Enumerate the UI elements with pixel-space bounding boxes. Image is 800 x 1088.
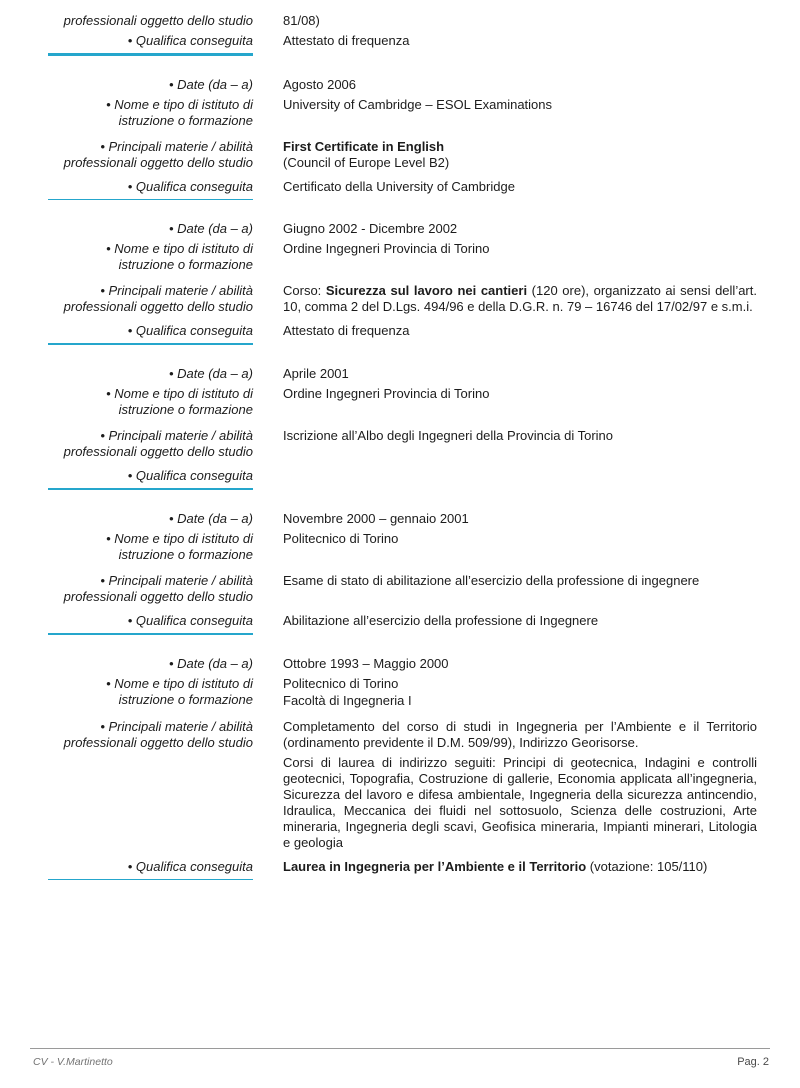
value-principali (283, 719, 757, 851)
label-nome-istituto: • Nome e tipo di istituto di istruzione o formazione (106, 531, 253, 562)
label-date: • Date (da – a) (168, 656, 253, 671)
row-nome-istituto (48, 676, 757, 709)
label-qualifica: • Qualifica conseguita (127, 323, 253, 338)
section-divider (48, 633, 253, 635)
value-qualifica: Certificato della University of Cambridge (283, 179, 515, 194)
value-qualifica: Abilitazione all’esercizio della professione di Ingegnere (283, 613, 599, 628)
value-principali-continuation: 81/08) (283, 13, 320, 28)
row-date (48, 77, 757, 93)
value-nome-istituto: Politecnico di Torino (283, 531, 399, 546)
row-nome-istituto (48, 97, 757, 129)
value-nome-line2: Facoltà di Ingegneria I (283, 693, 412, 708)
label-principali: • Principali materie / abilità professionali oggetto dello studio (63, 573, 253, 604)
row-principali (48, 719, 757, 851)
cv-section-laurea-1993-2000 (48, 656, 757, 880)
value-date: Novembre 2000 – gennaio 2001 (283, 511, 469, 526)
row-nome-istituto (48, 531, 757, 563)
label-principali: • Principali materie / abilità professionali oggetto dello studio (63, 719, 253, 750)
section-divider (48, 199, 253, 200)
row-nome-istituto (48, 241, 757, 273)
section-divider (48, 53, 253, 56)
value-principali: Iscrizione all’Albo degli Ingegneri della Provincia di Torino (283, 428, 614, 443)
section-divider (48, 879, 253, 880)
label-date: • Date (da – a) (168, 366, 253, 381)
value-date: Giugno 2002 - Dicembre 2002 (283, 221, 458, 236)
value-qualifica (283, 859, 757, 875)
value-nome-line1: Politecnico di Torino (283, 676, 399, 691)
row-principali (48, 283, 757, 315)
value-principali-line2: (Council of Europe Level B2) (283, 155, 450, 170)
cv-content (48, 13, 757, 901)
value-qualifica: Attestato di frequenza (283, 33, 410, 48)
value-principali-para1: Completamento del corso di studi in Ingegneria per l’Ambiente e il Territorio (ordinamento previdente il D.M. 509/99), Indirizzo Georisorse. (283, 719, 757, 750)
label-principali-continuation: professionali oggetto dello studio (63, 13, 253, 28)
value-date: Aprile 2001 (283, 366, 349, 381)
label-date: • Date (da – a) (168, 511, 253, 526)
row-date (48, 511, 757, 527)
cv-section-esame-stato-2000 (48, 511, 757, 635)
footer-page-number: Pag. 2 (737, 1056, 769, 1068)
label-qualifica: • Qualifica conseguita (127, 613, 253, 628)
value-nome-istituto: Ordine Ingegneri Provincia di Torino (283, 386, 490, 401)
footer-rule (30, 1048, 770, 1049)
row-qualifica (48, 33, 757, 49)
label-qualifica: • Qualifica conseguita (127, 33, 253, 48)
row-qualifica (48, 323, 757, 339)
row-date (48, 656, 757, 672)
label-qualifica: • Qualifica conseguita (127, 859, 253, 874)
row-nome-istituto (48, 386, 757, 418)
label-nome-istituto: • Nome e tipo di istituto di istruzione o formazione (106, 241, 253, 272)
label-date: • Date (da – a) (168, 221, 253, 236)
value-date: Agosto 2006 (283, 77, 357, 92)
cv-section-previous-course (48, 13, 757, 56)
label-qualifica: • Qualifica conseguita (127, 468, 253, 483)
label-principali: • Principali materie / abilità professionali oggetto dello studio (63, 139, 253, 170)
value-principali-bold: First Certificate in English (283, 139, 445, 154)
row-qualifica (48, 468, 757, 484)
cv-section-cantieri-2002 (48, 221, 757, 345)
cv-section-albo-2001 (48, 366, 757, 490)
label-nome-istituto: • Nome e tipo di istituto di istruzione o formazione (106, 97, 253, 128)
row-date (48, 366, 757, 382)
value-qualifica-rest: (votazione: 105/110) (586, 859, 708, 874)
value-principali-para2: Corsi di laurea di indirizzo seguiti: Principi di geotecnica, Indagini e controlli geotecnici, Topografia, Costruzione di gallerie, Economia applicata all’ingegneria, Sicurezza del lavoro e difesa ambientale, Ingegneria della sicurezza antincendio, Idraulica, Meccanica dei fluidi nel sottosuolo, Scienza delle costruzioni, Arte mineraria, Ingegneria degli scavi, Geofisica mineraria, Impianti minerari, Litologia e geologia (283, 755, 757, 850)
row-qualifica (48, 613, 757, 629)
footer-document-title: CV - V.Martinetto (33, 1056, 113, 1068)
row-principali (48, 139, 757, 171)
value-principali-rest: (120 ore), organizzato ai sensi dell’art. 10, comma 2 del D.Lgs. 494/96 e della D.G.R. n. 79 – 16746 del 17/02/97 e s.m.i. (283, 283, 757, 314)
value-principali-bold: Sicurezza sul lavoro nei cantieri (325, 283, 528, 298)
value-principali (283, 283, 757, 315)
label-nome-istituto: • Nome e tipo di istituto di istruzione o formazione (106, 676, 253, 707)
label-nome-istituto: • Nome e tipo di istituto di istruzione o formazione (106, 386, 253, 417)
cv-section-esol-2006 (48, 77, 757, 200)
label-qualifica: • Qualifica conseguita (127, 179, 253, 194)
value-qualifica-bold: Laurea in Ingegneria per l’Ambiente e il Territorio (283, 859, 587, 874)
value-nome-istituto: University of Cambridge – ESOL Examinations (283, 97, 553, 112)
value-principali (283, 139, 757, 171)
value-principali: Esame di stato di abilitazione all’esercizio della professione di ingegnere (283, 573, 700, 588)
value-principali-prefix: Corso: (283, 283, 326, 298)
row-qualifica (48, 179, 757, 195)
value-date: Ottobre 1993 – Maggio 2000 (283, 656, 449, 671)
row-principali (48, 428, 757, 460)
row-principali-continuation (48, 13, 757, 29)
label-date: • Date (da – a) (168, 77, 253, 92)
label-principali: • Principali materie / abilità professionali oggetto dello studio (63, 283, 253, 314)
row-date (48, 221, 757, 237)
label-principali: • Principali materie / abilità professionali oggetto dello studio (63, 428, 253, 459)
row-qualifica (48, 859, 757, 875)
value-nome-istituto (283, 676, 757, 709)
row-principali (48, 573, 757, 605)
value-nome-istituto: Ordine Ingegneri Provincia di Torino (283, 241, 490, 256)
section-divider (48, 488, 253, 490)
section-divider (48, 343, 253, 345)
value-qualifica: Attestato di frequenza (283, 323, 410, 338)
